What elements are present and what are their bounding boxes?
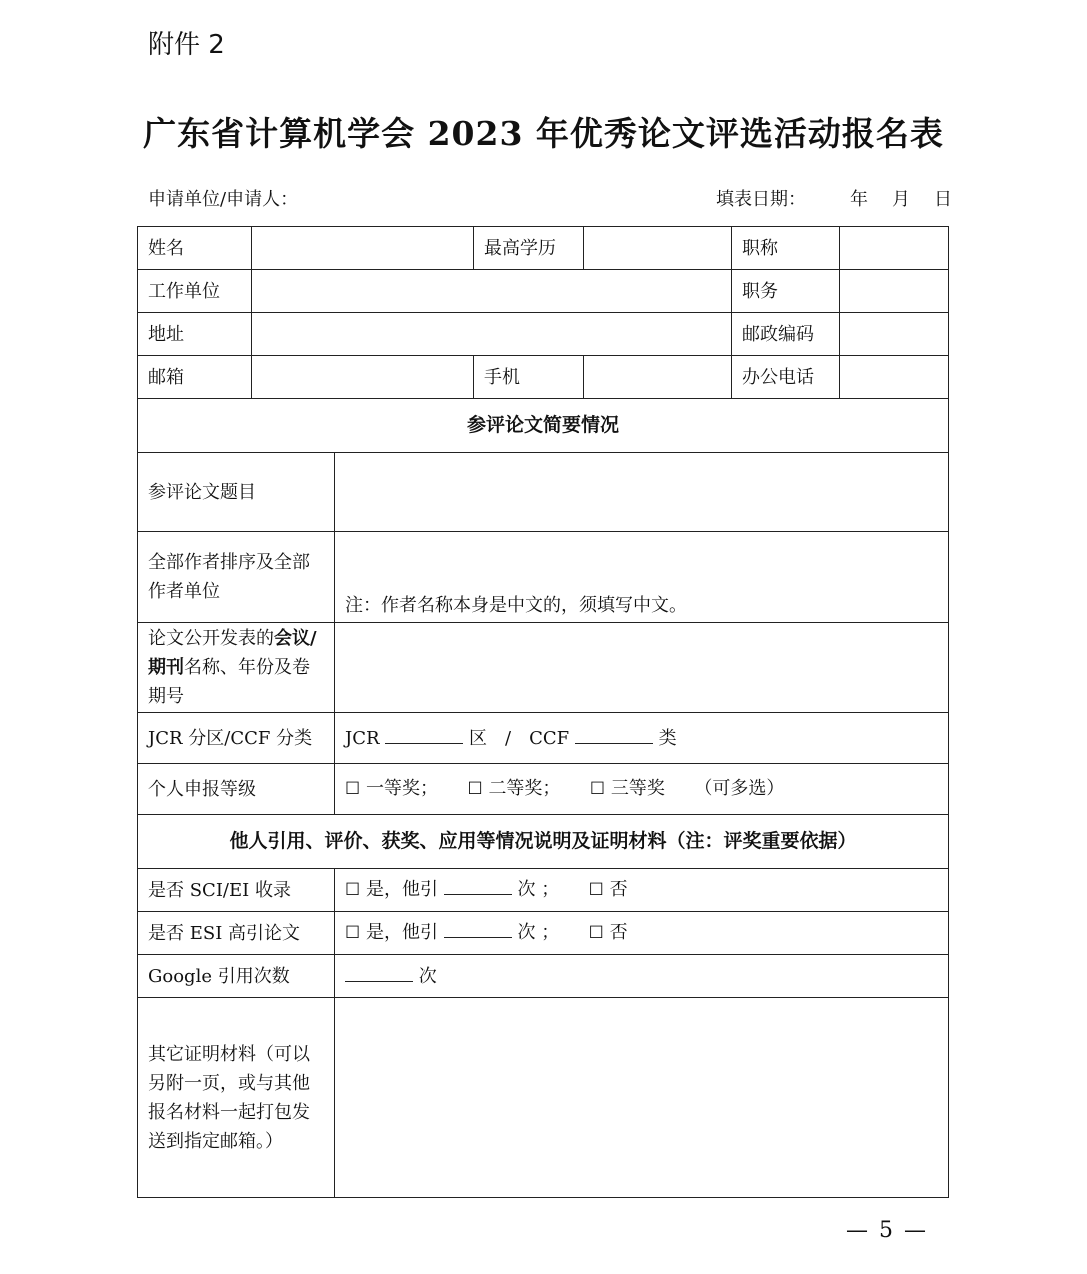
email-label: 邮箱 [138, 356, 252, 399]
venue-label: 论文公开发表的会议/期刊名称、年份及卷期号 [138, 623, 335, 713]
applicant-label: 申请单位/申请人： [148, 189, 299, 210]
page-number: — 5 — [846, 1218, 928, 1243]
form-title: 广东省计算机学会 2023 年优秀论文评选活动报名表 [143, 114, 944, 153]
address-field[interactable] [252, 313, 732, 356]
fill-date-label: 填表日期： [716, 189, 806, 210]
date-month: 月 [892, 189, 910, 210]
first-prize-checkbox[interactable]: ☐ [345, 779, 361, 799]
sci-ei-options: ☐ 是，他引 次 ； ☐ 否 [335, 869, 949, 912]
authors-label: 全部作者排序及全部作者单位 [138, 532, 335, 623]
postcode-label: 邮政编码 [732, 313, 840, 356]
award-level-options [335, 764, 949, 815]
venue-field[interactable] [335, 623, 949, 713]
paper-title-label: 参评论文题目 [138, 453, 335, 532]
first-prize-label: 一等奖； [365, 778, 438, 799]
esi-no-checkbox[interactable]: ☐ [588, 923, 604, 943]
multi-select-note: （可多选） [694, 778, 785, 799]
sci-no-checkbox[interactable]: ☐ [588, 880, 604, 900]
date-year: 年 [850, 189, 868, 210]
date-day: 日 [934, 189, 952, 210]
other-materials-field[interactable] [335, 998, 949, 1198]
email-field[interactable] [252, 356, 474, 399]
google-cited-blank[interactable] [345, 963, 413, 982]
ccf-class-blank[interactable] [575, 725, 653, 744]
authors-field[interactable] [335, 532, 949, 623]
workplace-label: 工作单位 [138, 270, 252, 313]
jcr-ccf-field: JCR 区 / CCF 类 [335, 713, 949, 764]
paper-section-title: 参评论文简要情况 [138, 399, 949, 453]
second-prize-checkbox[interactable]: ☐ [467, 779, 483, 799]
third-prize-checkbox[interactable]: ☐ [589, 779, 606, 799]
third-prize-label: 三等奖 [610, 778, 665, 799]
mobile-label: 手机 [474, 356, 584, 399]
esi-label: 是否 ESI 高引论文 [138, 912, 335, 955]
title-field[interactable] [840, 227, 949, 270]
position-field[interactable] [840, 270, 949, 313]
mobile-field[interactable] [584, 356, 732, 399]
address-label: 地址 [138, 313, 252, 356]
jcr-ccf-label: JCR 分区/CCF 分类 [138, 713, 335, 764]
authors-note: 注：作者名称本身是中文的，须填写中文。 [345, 595, 687, 616]
attachment-label: 附件 2 [148, 30, 225, 60]
office-phone-label: 办公电话 [732, 356, 840, 399]
workplace-field[interactable] [252, 270, 732, 313]
education-field[interactable] [584, 227, 732, 270]
name-label: 姓名 [138, 227, 252, 270]
award-level-label: 个人申报等级 [138, 764, 335, 815]
education-label: 最高学历 [474, 227, 584, 270]
esi-yes-checkbox[interactable]: ☐ [345, 923, 361, 943]
postcode-field[interactable] [840, 313, 949, 356]
position-label: 职务 [732, 270, 840, 313]
paper-title-field[interactable] [335, 453, 949, 532]
registration-form [137, 226, 949, 1198]
jcr-zone-blank[interactable] [385, 725, 463, 744]
office-phone-field[interactable] [840, 356, 949, 399]
esi-options: ☐ 是，他引 次 ； ☐ 否 [335, 912, 949, 955]
sci-cited-blank[interactable] [444, 876, 512, 895]
sci-yes-checkbox[interactable]: ☐ [345, 880, 361, 900]
citation-section-title: 他人引用、评价、获奖、应用等情况说明及证明材料（注：评奖重要依据） [138, 815, 949, 869]
esi-cited-blank[interactable] [444, 919, 512, 938]
second-prize-label: 二等奖； [488, 778, 561, 799]
sci-ei-label: 是否 SCI/EI 收录 [138, 869, 335, 912]
google-citations-field: 次 [335, 955, 949, 998]
other-materials-label: 其它证明材料（可以另附一页，或与其他报名材料一起打包发送到指定邮箱。） [138, 998, 335, 1198]
title-label: 职称 [732, 227, 840, 270]
name-field[interactable] [252, 227, 474, 270]
google-citations-label: Google 引用次数 [138, 955, 335, 998]
fill-date [716, 185, 952, 211]
